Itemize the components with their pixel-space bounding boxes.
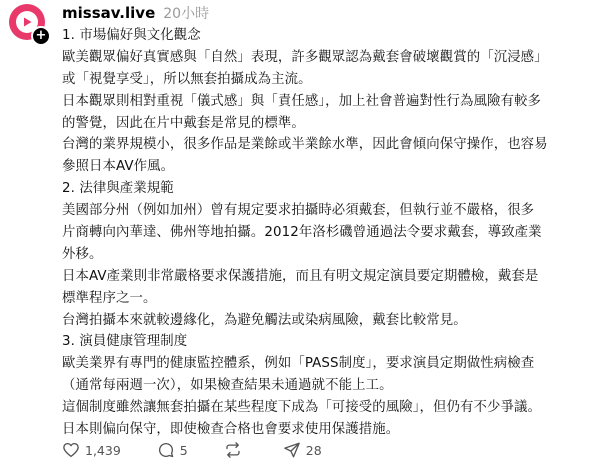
post-timestamp[interactable]: 20小時 xyxy=(163,6,210,22)
post-actions xyxy=(62,440,358,460)
share-button[interactable] xyxy=(283,441,322,459)
like-count: 1,439 xyxy=(85,442,121,458)
post-text-line: 日本則偏向保守，即使檢查合格也會要求使用保護措施。 xyxy=(62,422,400,438)
send-icon xyxy=(283,441,301,459)
post-text-line: 歐美業界有專門的健康監控體系，例如「PASS制度」，要求演員定期做性病檢查 xyxy=(62,356,535,372)
follow-plus-icon[interactable]: + xyxy=(31,26,51,46)
avatar-container[interactable] xyxy=(9,4,47,43)
comment-button[interactable] xyxy=(157,441,188,459)
repost-icon xyxy=(224,441,242,459)
post-text-line: 參照日本AV作風。 xyxy=(62,159,175,175)
post-text-line: 標準程序之一。 xyxy=(62,290,157,306)
repost-button[interactable] xyxy=(224,441,247,459)
comment-bubble-icon xyxy=(157,441,175,459)
post-text-line: 台灣的業界規模小，很多作品是業餘或半業餘水準，因此會傾向保守操作，也容易 xyxy=(62,137,548,153)
post-text-line: 1. 市場偏好與文化觀念 xyxy=(62,28,201,43)
post-text-line: 日本AV產業則非常嚴格要求保護措施，而且有明文規定演員要定期體檢，戴套是 xyxy=(62,268,539,284)
post-text-line: 歐美觀眾偏好真實感與「自然」表現，許多觀眾認為戴套會破壞觀賞的「沉浸感」 xyxy=(62,49,548,65)
post-text-line: （通常每兩週一次），如果檢查結果未通過就不能上工。 xyxy=(62,378,393,394)
post-text-line: 3. 演員健康管理制度 xyxy=(62,334,188,350)
username-link[interactable]: missav.live xyxy=(62,4,156,22)
share-count: 28 xyxy=(305,442,322,458)
post-text-line: 的警覺，因此在片中戴套是常見的標準。 xyxy=(62,115,305,131)
post-text-line: 片商轉向內華達、佛州等地拍攝。2012年洛杉磯曾通過法令要求戴套，導致產業 xyxy=(62,225,542,241)
post-header xyxy=(62,3,209,25)
heart-icon xyxy=(62,441,80,459)
post-text-line: 台灣拍攝本來就較邊緣化，為避免觸法或染病風險，戴套比較常見。 xyxy=(62,312,467,328)
post-text-line: 美國部分州（例如加州）曾有規定要求拍攝時必須戴套，但執行並不嚴格，很多 xyxy=(62,203,535,219)
post-text-line: 日本觀眾則相對重視「儀式感」與「責任感」，加上社會普遍對性行為風險有較多 xyxy=(62,93,541,109)
comment-count: 5 xyxy=(179,442,188,458)
post-text-line: 外移。 xyxy=(62,246,103,262)
like-button[interactable] xyxy=(62,441,121,459)
post-text-line: 這個制度雖然讓無套拍攝在某些程度下成為「可接受的風險」，但仍有不少爭議。 xyxy=(62,400,541,416)
post-text-line: 2. 法律與產業規範 xyxy=(62,181,174,197)
post-body xyxy=(62,25,610,441)
post-text-line: 或「視覺享受」，所以無套拍攝成為主流。 xyxy=(62,71,312,87)
